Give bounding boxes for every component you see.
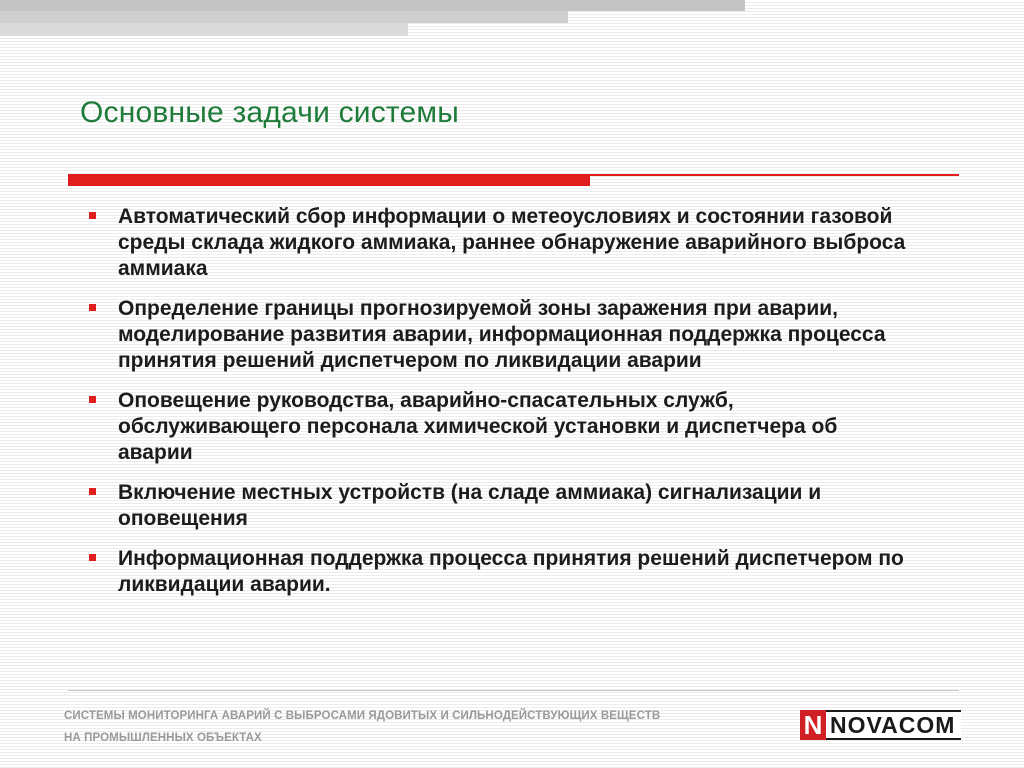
task-text: Определение границы прогнозируемой зоны заражения при аварии, моделирование развития аварии, информационная поддержка процесса принятия решений диспетчером по ликвидации аварии	[118, 297, 886, 372]
task-text: Включение местных устройств (на сладе аммиака) сигнализации и оповещения	[118, 481, 822, 530]
slide-title: Основные задачи системы	[80, 96, 459, 129]
task-text: Информационная поддержка процесса принятия решений диспетчером по ликвидации аварии.	[118, 547, 904, 596]
task-item	[86, 480, 916, 532]
task-text: Автоматический сбор информации о метеоусловиях и состоянии газовой среды склада жидкого аммиака, раннее обнаружение аварийного выброса аммиака	[118, 205, 906, 280]
task-text: Оповещение руководства, аварийно-спасательных служб, обслуживающего персонала химической установки и диспетчера об аварии	[118, 389, 838, 464]
footer-caption-line1: СИСТЕМЫ МОНИТОРИНГА АВАРИЙ С ВЫБРОСАМИ ЯДОВИТЫХ И СИЛЬНОДЕЙСТВУЮЩИХ ВЕЩЕСТВ	[64, 710, 661, 722]
bullet-square-icon	[89, 396, 96, 403]
task-list	[86, 204, 916, 612]
bullet-square-icon	[89, 212, 96, 219]
top-bar-2	[0, 11, 568, 23]
logo-wordmark: NOVACOM	[826, 710, 961, 740]
title-divider-thick	[68, 174, 590, 186]
task-item	[86, 204, 916, 282]
task-item	[86, 546, 916, 598]
novacom-logo	[800, 710, 961, 740]
task-item	[86, 296, 916, 374]
footer-caption-line2: НА ПРОМЫШЛЕННЫХ ОБЪЕКТАХ	[64, 732, 262, 744]
bullet-square-icon	[89, 488, 96, 495]
logo-letter-mark: N	[800, 710, 826, 740]
bullet-square-icon	[89, 554, 96, 561]
top-bar-3	[0, 23, 408, 36]
top-bar-1	[0, 0, 745, 11]
bullet-square-icon	[89, 304, 96, 311]
footer-divider	[68, 690, 959, 691]
task-item	[86, 388, 916, 466]
